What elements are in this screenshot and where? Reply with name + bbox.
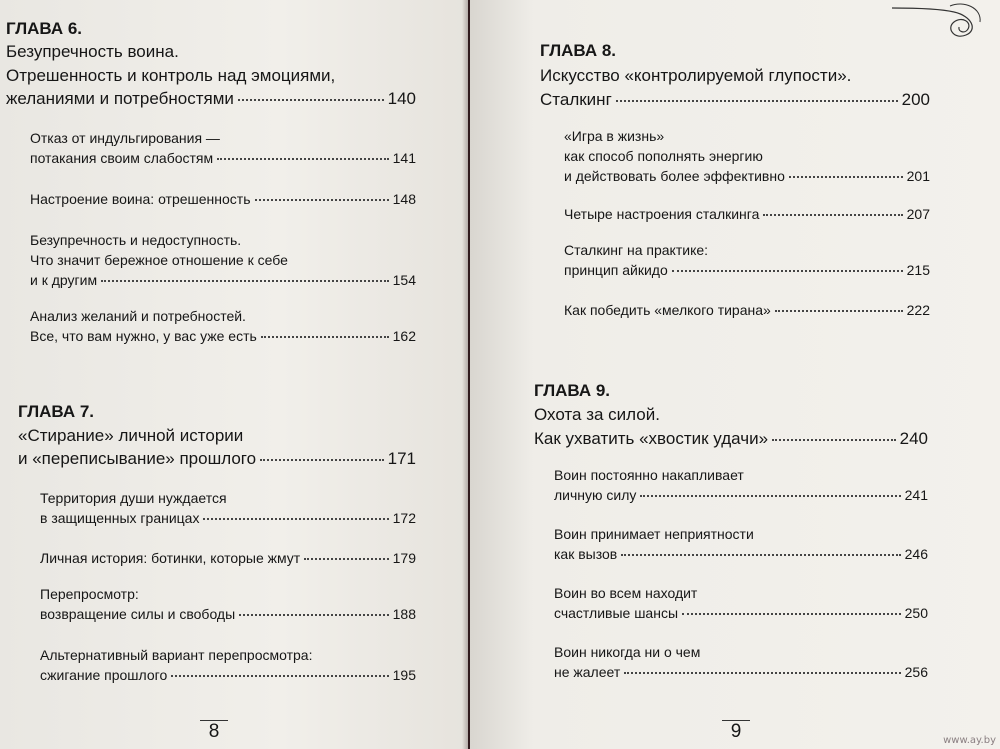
entry-page: 256 bbox=[904, 664, 928, 680]
entry-line-1: Личная история: ботинки, которые жмут bbox=[40, 550, 301, 566]
entry-page: 215 bbox=[906, 262, 930, 278]
entry-last-line bbox=[564, 260, 930, 280]
entry-line-1: Альтернативный вариант перепросмотра: bbox=[40, 647, 313, 663]
entry-line-1: Перепросмотр: bbox=[40, 586, 139, 602]
entry-last-line bbox=[554, 662, 928, 682]
entry-last-line bbox=[554, 485, 928, 505]
entry-line-2: Что значит бережное отношение к себе bbox=[30, 252, 288, 268]
chapter-7-heading: ГЛАВА 7. bbox=[18, 402, 95, 421]
leader-dots bbox=[238, 99, 384, 101]
entry-line-2: Все, что вам нужно, у вас уже есть bbox=[30, 328, 257, 344]
entry-page: 141 bbox=[392, 150, 416, 166]
entry-line-1: Как победить «мелкого тирана» bbox=[564, 302, 771, 318]
leader-dots bbox=[621, 554, 900, 556]
leader-dots bbox=[672, 270, 903, 272]
chapter-8-title-line-1: Искусство «контролируемой глупости». bbox=[540, 66, 852, 85]
entry-line-1: Воин никогда ни о чем bbox=[554, 644, 701, 660]
entry-page: 195 bbox=[392, 667, 416, 683]
toc-entry bbox=[40, 548, 416, 568]
entry-last-line bbox=[30, 270, 416, 290]
chapter-7-toc-line bbox=[18, 447, 416, 471]
entry-page: 154 bbox=[392, 272, 416, 288]
toc-entry bbox=[30, 128, 416, 168]
entry-line-1: Воин постоянно накапливает bbox=[554, 467, 744, 483]
leader-dots bbox=[304, 558, 388, 560]
entry-line-1: Анализ желаний и потребностей. bbox=[30, 308, 246, 324]
entry-last-line bbox=[564, 204, 930, 224]
toc-entry bbox=[40, 488, 416, 528]
chapter-7-title-line-1: «Стирание» личной истории bbox=[18, 426, 244, 445]
chapter-8-page: 200 bbox=[901, 90, 930, 109]
entry-line-2: принцип айкидо bbox=[564, 262, 668, 278]
chapter-6-toc-line bbox=[6, 87, 416, 111]
entry-page: 148 bbox=[392, 191, 416, 207]
entry-line-2: в защищенных границах bbox=[40, 510, 200, 526]
chapter-9-title-line-2: Как ухватить «хвостик удачи» bbox=[534, 429, 769, 448]
entry-page: 241 bbox=[904, 487, 928, 503]
leader-dots bbox=[217, 158, 389, 160]
entry-line-1: Территория души нуждается bbox=[40, 490, 227, 506]
entry-last-line bbox=[40, 548, 416, 568]
page-number bbox=[196, 720, 232, 743]
chapter-7-title-line-2: и «переписывание» прошлого bbox=[18, 449, 257, 468]
toc-entry bbox=[554, 465, 928, 505]
toc-entry bbox=[554, 583, 928, 623]
entry-line-1: Настроение воина: отрешенность bbox=[30, 191, 251, 207]
toc-entry bbox=[30, 230, 416, 290]
toc-entry bbox=[40, 584, 416, 624]
entry-last-line bbox=[554, 603, 928, 623]
entry-last-line bbox=[554, 544, 928, 564]
entry-last-line bbox=[40, 665, 416, 685]
entry-line-2: сжигание прошлого bbox=[40, 667, 168, 683]
chapter-6-heading: ГЛАВА 6. bbox=[6, 19, 83, 38]
entry-page: 207 bbox=[906, 206, 930, 222]
leader-dots bbox=[261, 336, 389, 338]
toc-entry bbox=[30, 306, 416, 346]
leader-dots bbox=[640, 495, 900, 497]
page-number bbox=[718, 720, 754, 743]
leader-dots bbox=[260, 459, 384, 461]
chapter-6-page: 140 bbox=[387, 89, 416, 108]
chapter-9-toc-line bbox=[534, 427, 928, 451]
toc-entry bbox=[554, 642, 928, 682]
entry-line-2: не жалеет bbox=[554, 664, 621, 680]
chapter-6-title-line-3: желаниями и потребностями bbox=[6, 89, 234, 108]
entry-line-3: и к другим bbox=[30, 272, 98, 288]
toc-entry bbox=[40, 645, 416, 685]
toc-entry bbox=[564, 204, 930, 224]
chapter-9-heading: ГЛАВА 9. bbox=[534, 381, 611, 400]
entry-page: 162 bbox=[392, 328, 416, 344]
page-number-text: 9 bbox=[730, 721, 742, 742]
entry-line-1: Сталкинг на практике: bbox=[564, 242, 709, 258]
leader-dots bbox=[763, 214, 902, 216]
entry-line-1: Воин принимает неприятности bbox=[554, 526, 754, 542]
leader-dots bbox=[203, 518, 388, 520]
leader-dots bbox=[789, 176, 903, 178]
chapter-9-title-line-1: Охота за силой. bbox=[534, 405, 660, 424]
leader-dots bbox=[255, 199, 389, 201]
leader-dots bbox=[775, 310, 903, 312]
swirl-ornament-icon bbox=[892, 2, 982, 40]
entry-line-1: Воин во всем находит bbox=[554, 585, 698, 601]
watermark: www.ay.by bbox=[943, 735, 996, 746]
leader-dots bbox=[682, 613, 901, 615]
entry-last-line bbox=[30, 326, 416, 346]
left-page bbox=[0, 0, 468, 749]
right-page bbox=[470, 0, 1000, 749]
chapter-6-title-line-1: Безупречность воина. bbox=[6, 42, 179, 61]
toc-entry bbox=[564, 126, 930, 186]
leader-dots bbox=[239, 614, 388, 616]
entry-line-1: Отказ от индульгирования — bbox=[30, 130, 220, 146]
entry-line-2: счастливые шансы bbox=[554, 605, 679, 621]
entry-line-2: возвращение силы и свободы bbox=[40, 606, 236, 622]
leader-dots bbox=[101, 280, 389, 282]
entry-page: 246 bbox=[904, 546, 928, 562]
entry-line-2: личную силу bbox=[554, 487, 637, 503]
entry-line-2: как вызов bbox=[554, 546, 618, 562]
leader-dots bbox=[624, 672, 900, 674]
entry-line-3: и действовать более эффективно bbox=[564, 168, 785, 184]
leader-dots bbox=[171, 675, 388, 677]
entry-page: 179 bbox=[392, 550, 416, 566]
entry-last-line bbox=[564, 166, 930, 186]
entry-last-line bbox=[30, 189, 416, 209]
entry-page: 222 bbox=[906, 302, 930, 318]
entry-last-line bbox=[40, 604, 416, 624]
leader-dots bbox=[772, 439, 896, 441]
entry-page: 250 bbox=[904, 605, 928, 621]
entry-last-line bbox=[30, 148, 416, 168]
entry-page: 201 bbox=[906, 168, 930, 184]
entry-page: 172 bbox=[392, 510, 416, 526]
toc-entry bbox=[564, 240, 930, 280]
page-number-text: 8 bbox=[208, 721, 220, 742]
entry-line-1: «Игра в жизнь» bbox=[564, 128, 665, 144]
entry-line-2: как способ пополнять энергию bbox=[564, 148, 763, 164]
toc-entry bbox=[554, 524, 928, 564]
entry-page: 188 bbox=[392, 606, 416, 622]
chapter-8-heading: ГЛАВА 8. bbox=[540, 41, 617, 60]
entry-last-line bbox=[40, 508, 416, 528]
toc-entry bbox=[564, 300, 930, 320]
toc-entry bbox=[30, 189, 416, 209]
entry-line-1: Безупречность и недоступность. bbox=[30, 232, 242, 248]
leader-dots bbox=[616, 100, 898, 102]
chapter-8-title-line-2: Сталкинг bbox=[540, 90, 612, 109]
entry-line-1: Четыре настроения сталкинга bbox=[564, 206, 760, 222]
chapter-9-page: 240 bbox=[899, 429, 928, 448]
chapter-7-page: 171 bbox=[387, 449, 416, 468]
chapter-6-title-line-2: Отрешенность и контроль над эмоциями, bbox=[6, 66, 336, 85]
chapter-8-toc-line bbox=[540, 88, 930, 112]
entry-last-line bbox=[564, 300, 930, 320]
entry-line-2: потакания своим слабостям bbox=[30, 150, 214, 166]
